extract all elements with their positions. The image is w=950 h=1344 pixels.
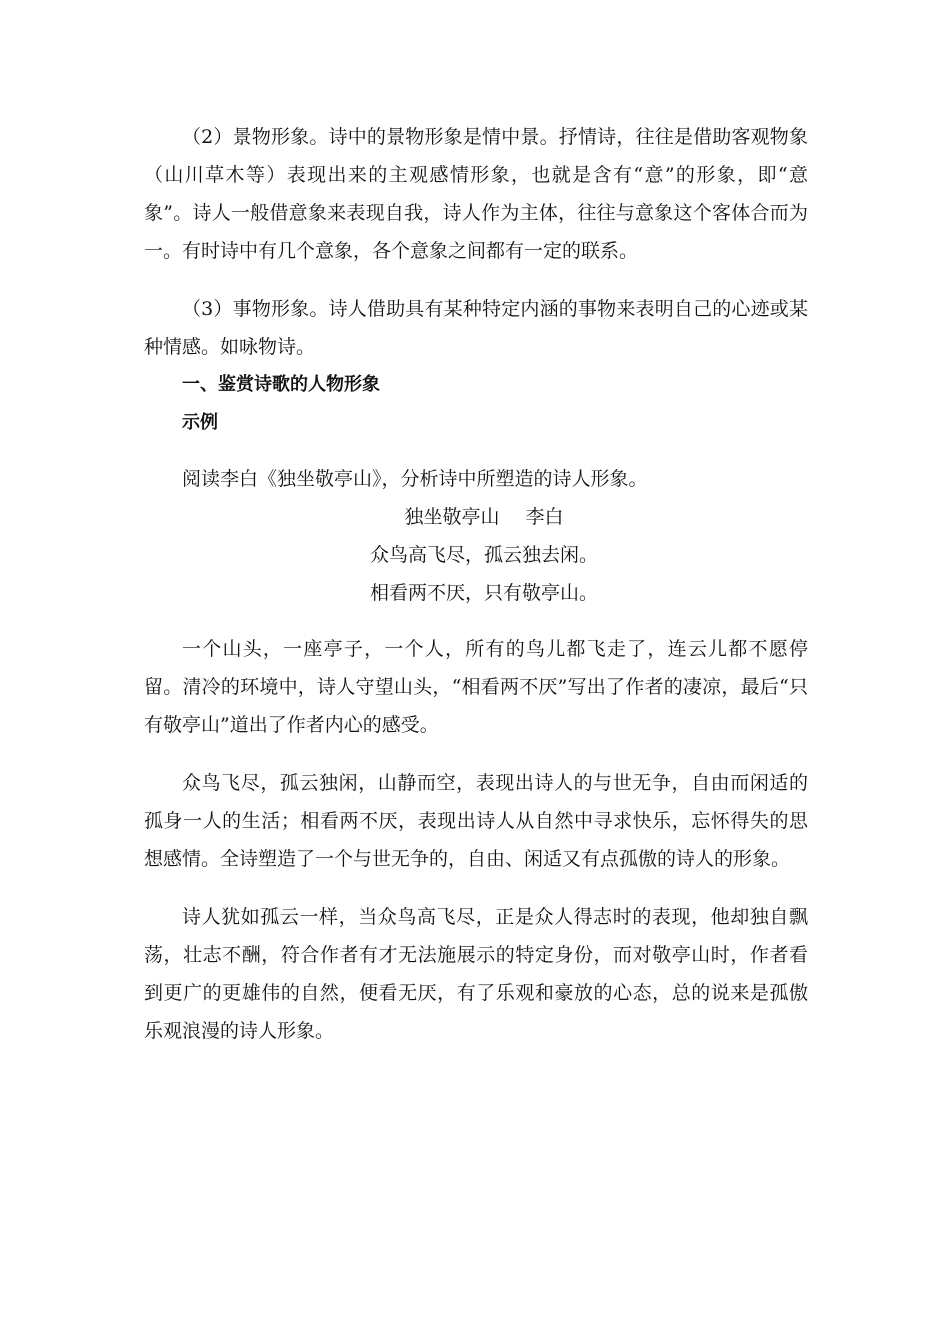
paragraph-scenery-image: （2）景物形象。诗中的景物形象是情中景。抒情诗，往往是借助客观物象（山川草木等）表现出来的主观感情形象，也就是含有“意”的形象，即“意象”。诗人一般借意象来表现自我，诗人作为主体，往往与意象这个客体合而为一。有时诗中有几个意象，各个意象之间都有一定的联系。 <box>144 126 808 262</box>
analysis-paragraph-2: 众鸟飞尽，孤云独闲，山静而空，表现出诗人的与世无争，自由而闲适的孤身一人的生活；相看两不厌，表现出诗人从自然中寻求快乐，忘怀得失的思想感情。全诗塑造了一个与世无争的，自由、闲适又有点孤傲的诗人的形象。 <box>144 772 808 870</box>
poem-line-1: 众鸟高飞尽，孤云独去闲。 <box>369 544 598 566</box>
poem-author: 李白 <box>525 506 564 528</box>
analysis-paragraph-1: 一个山头，一座亭子，一个人，所有的鸟儿都飞走了，连云儿都不愿停留。清冷的环境中，诗人守望山头，“相看两不厌”写出了作者的凄凉，最后“只有敬亭山”道出了作者内心的感受。 <box>144 638 808 736</box>
poem-title: 独坐敬亭山 <box>404 506 500 528</box>
reading-prompt: 阅读李白《独坐敬亭山》，分析诗中所塑造的诗人形象。 <box>182 468 648 490</box>
paragraph-object-image: （3）事物形象。诗人借助具有某种特定内涵的事物来表明自己的心迹或某种情感。如咏物诗。 <box>144 298 808 358</box>
section-heading: 一、鉴赏诗歌的人物形象 <box>182 374 380 395</box>
document-page <box>144 118 808 1050</box>
example-heading: 示例 <box>182 412 218 433</box>
poem-title-line <box>144 498 808 536</box>
poem-line-2: 相看两不厌，只有敬亭山。 <box>369 582 598 604</box>
analysis-paragraph-3: 诗人犹如孤云一样，当众鸟高飞尽，正是众人得志时的表现，他却独自飘荡，壮志不酬，符合作者有才无法施展示的特定身份，而对敬亭山时，作者看到更广的更雄伟的自然，便看无厌，有了乐观和豪放的心态，总的说来是孤傲乐观浪漫的诗人形象。 <box>144 906 808 1042</box>
